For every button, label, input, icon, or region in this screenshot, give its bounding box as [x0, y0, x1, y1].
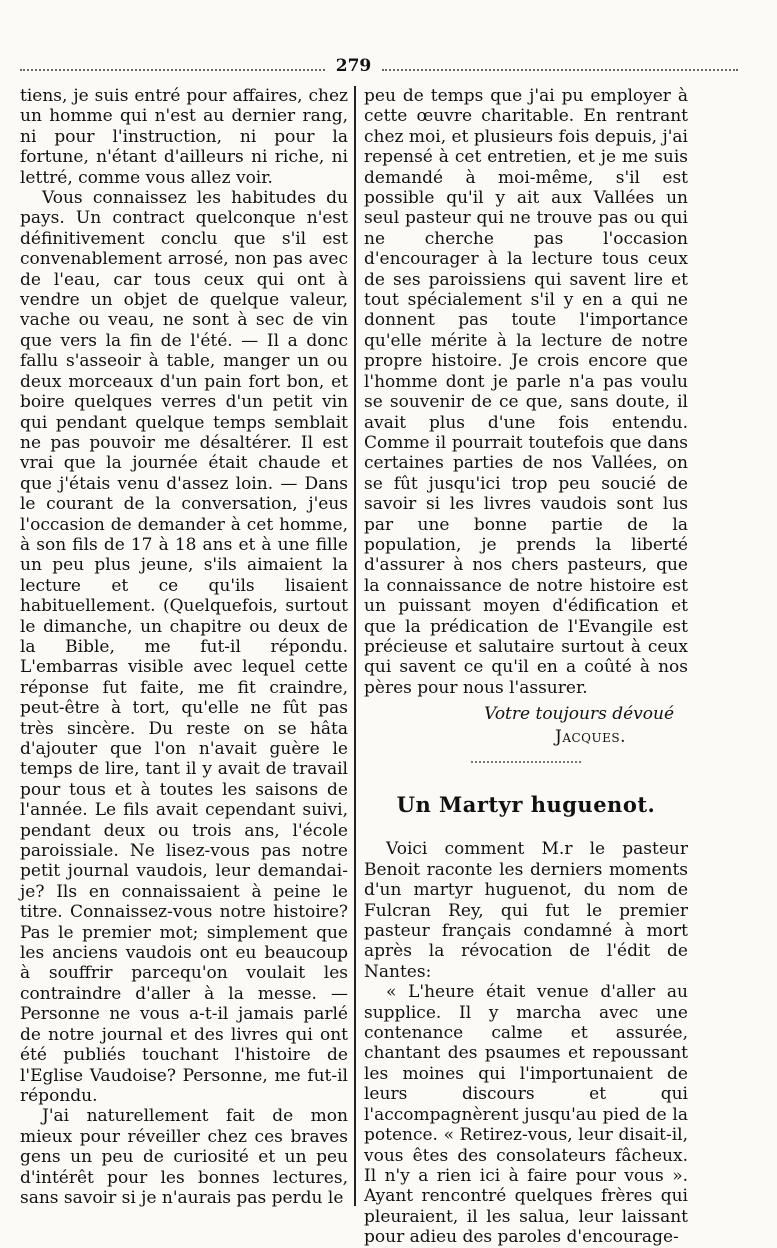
paragraph: « L'heure était venue d'aller au supplice. Il y marcha avec une contenance calme et assurée, chantant des psaumes et repoussant les moines qui l'importunaient de leurs discours et qui l'accompagnèrent jusqu'au pied de la potence. « Retirez-vous, leur disait-il, vous êtes des consolateurs fâcheux. Il n'y a rien ici à faire pour vous ». Ayant rencontré quelques frères qui pleuraient, il les salua, leur laissant pour adieu des paroles d'encourage-	[364, 982, 688, 1248]
page-number: 279	[335, 56, 372, 76]
paragraph: J'ai naturellement fait de mon mieux pour réveiller chez ces braves gens un peu de curiosité et un peu d'intérêt pour les bonnes lectures, sans savoir si je n'aurais pas perdu le	[20, 1106, 348, 1208]
paragraph: Vous connaissez les habitudes du pays. Un contract quelconque n'est définitivement conclu que s'il est convenablement arrosé, non pas avec de l'eau, car tous ceux qui ont à vendre un objet de quelque valeur, vache ou veau, ne sont à sec de vin que vers la fin de l'été. — Il a donc fallu s'asseoir à table, manger un ou deux morceaux d'un pain fort bon, et boire quelques verres d'un petit vin qui pendant quelque temps semblait ne pas pouvoir me désaltérer. Il est vrai que la journée était chaude et que j'étais venu d'assez loin. — Dans le courant de la conversation, j'eus l'occasion de demander à cet homme, à son fils de 17 à 18 ans et à une fille un peu plus jeune, s'ils aimaient la lecture et ce qu'ils lisaient habituellement. (Quelquefois, surtout le dimanche, un chapitre ou deux de la Bible, me fut-il répondu. L'embarras visible avec lequel cette réponse fut faite, me fit craindre, peut-être à tort, qu'elle ne fût pas très sincère. Du reste on se hâta d'ajouter que l'on n'avait guère le temps de lire, tant il y avait de travail pour tous et à toutes les saisons de l'année. Le fils avait cependant suivi, pendant deux ou trois ans, l'école paroissiale. Ne lisez-vous pas notre petit journal vaudois, leur demandai-je? Ils en connaissaient à peine le titre. Connaissez-vous notre histoire? Pas le premier mot; simplement que les anciens vaudois ont eu beaucoup à souffrir parcequ'on voulait les contraindre d'aller à la messe. — Personne ne vous a-t-il jamais parlé de notre journal et des livres qui ont été publiés touchant l'histoire de l'Eglise Vaudoise? Personne, me fut-il répondu.	[20, 188, 348, 1106]
page-header	[20, 56, 738, 80]
header-rule-left	[20, 69, 325, 71]
paragraph: tiens, je suis entré pour affaires, chez un homme qui n'est au dernier rang, ni pour l'instruction, ni pour la fortune, n'étant d'ailleurs ni riche, ni lettré, comme vous allez voir.	[20, 86, 348, 188]
section-separator	[471, 761, 581, 763]
left-column	[20, 86, 348, 1208]
right-column	[364, 86, 688, 1248]
paragraph: peu de temps que j'ai pu employer à cette œuvre charitable. En rentrant chez moi, et plusieurs fois depuis, j'ai repensé à cet entretien, et je me suis demandé à moi-même, s'il est possible qu'il y ait aux Vallées un seul pasteur qui ne trouve pas ou qui ne cherche pas l'occasion d'encourager à la lecture tous ceux de ses paroissiens qui savent lire et tout spécialement s'il y en a qui ne donnent pas toute l'importance qu'elle mérite à la lecture de notre propre histoire. Je crois encore que l'homme dont je parle n'a pas voulu se souvenir de ce que, sans doute, il avait plus d'une fois entendu. Comme il pourrait toutefois que dans certaines parties de nos Vallées, on se fût jusqu'ici trop peu soucié de savoir si les livres vaudois sont lus par une bonne partie de la population, je prends la liberté d'assurer à nos chers pasteurs, que la connaissance de notre histoire est un puissant moyen d'édification et que la prédication de l'Evangile est précieuse et salutaire surtout à ceux qui savent ce qu'il en a coûté à nos pères pour nous l'assurer.	[364, 86, 688, 698]
signoff-closing: Votre toujours dévoué	[484, 704, 674, 725]
letter-signoff	[364, 704, 688, 747]
column-divider-line	[354, 86, 356, 1206]
signoff-name: Jacques.	[555, 726, 626, 747]
header-rule-right	[382, 69, 738, 71]
paragraph: Voici comment M.r le pasteur Benoit raconte les derniers moments d'un martyr huguenot, du nom de Fulcran Rey, qui fut le premier pasteur français condamné à mort après la révocation de l'édit de Nantes:	[364, 839, 688, 982]
article-title: Un Martyr huguenot.	[396, 792, 656, 817]
